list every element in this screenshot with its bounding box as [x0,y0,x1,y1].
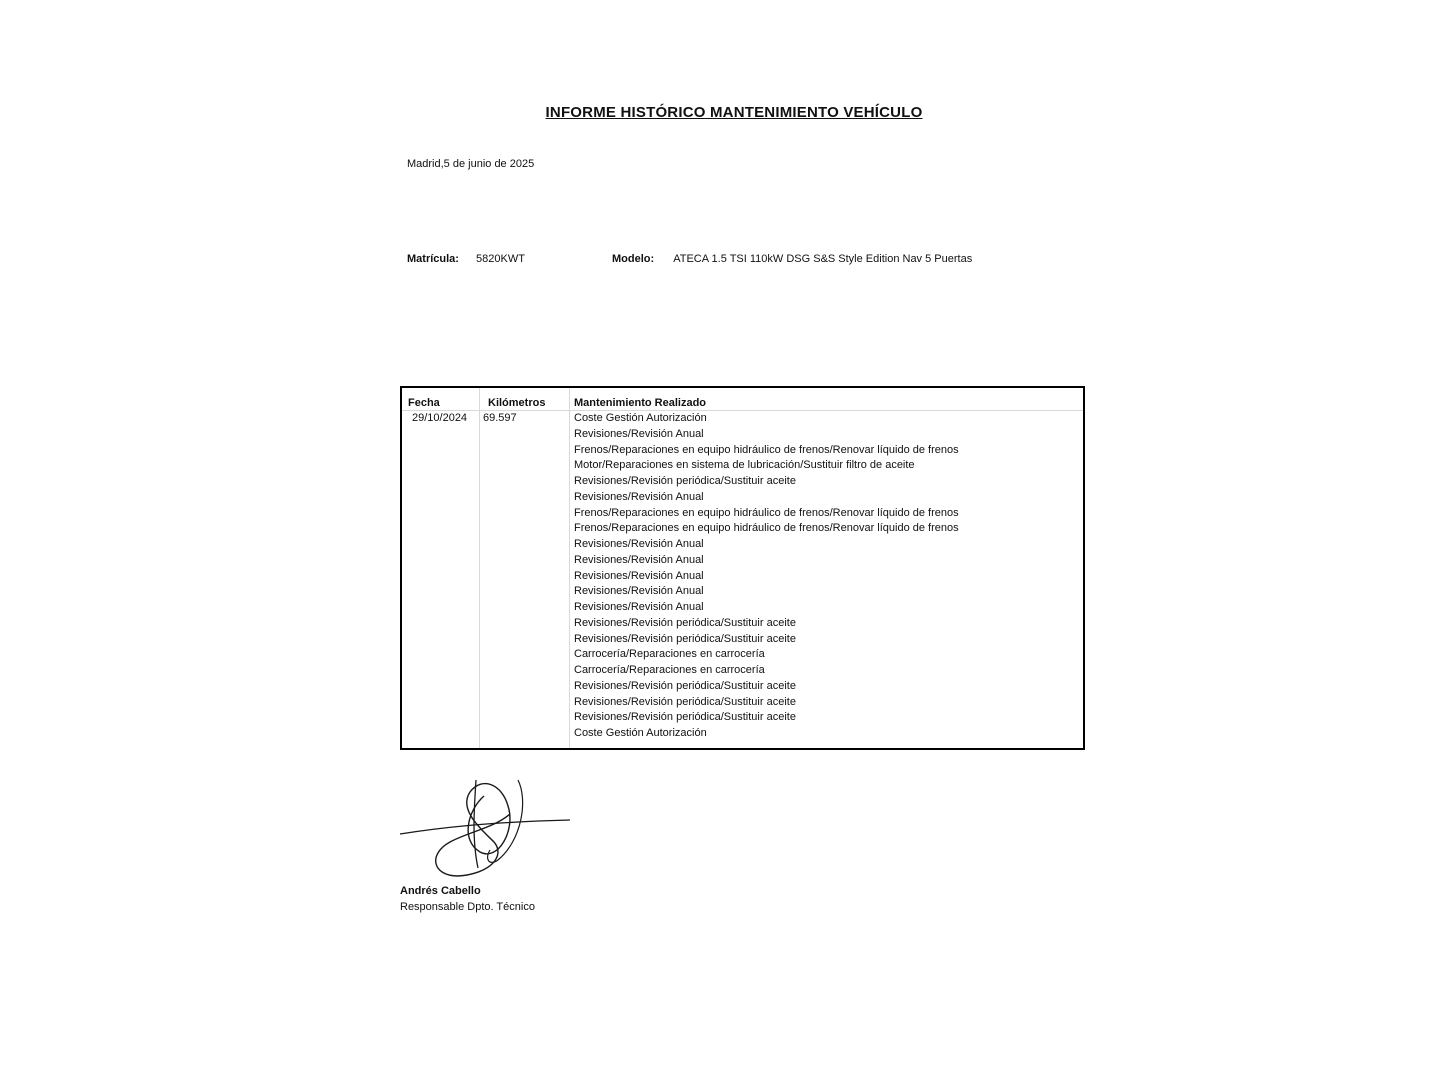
maintenance-item: Carrocería/Reparaciones en carrocería [574,664,765,676]
maintenance-item: Revisiones/Revisión periódica/Sustituir aceite [574,632,796,645]
plate-label: Matrícula: [407,253,459,265]
report-title: INFORME HISTÓRICO MANTENIMIENTO VEHÍCULO [545,104,923,121]
km-header: Kilómetros [480,388,570,411]
km-column [479,388,570,748]
maintenance-item: Revisiones/Revisión periódica/Sustituir aceite [574,616,796,629]
maintenance-header: Mantenimiento Realizado [570,388,1083,411]
model-value: ATECA 1.5 TSI 110kW DSG S&S Style Edition Nav 5 Puertas [673,253,973,265]
maintenance-item: Revisiones/Revisión Anual [574,601,704,613]
maintenance-item: Revisiones/Revisión Anual [574,538,704,550]
maintenance-item: Frenos/Reparaciones en equipo hidráulico de frenos/Renovar líquido de frenos [574,506,959,519]
maintenance-item: Revisiones/Revisión Anual [574,490,704,503]
maintenance-item: Coste Gestión Autorización [574,412,707,424]
date-header: Fecha [402,388,479,411]
signature-image [398,770,578,882]
plate-field [407,253,525,265]
signatory-role: Responsable Dpto. Técnico [400,901,535,913]
maintenance-table [400,386,1085,750]
maintenance-list [570,411,1083,742]
maintenance-item: Carrocería/Reparaciones en carrocería [574,648,765,661]
maintenance-item: Revisiones/Revisión periódica/Sustituir aceite [574,711,796,724]
maintenance-item: Revisiones/Revisión Anual [574,585,704,598]
maintenance-item: Coste Gestión Autorización [574,727,707,739]
maintenance-item: Revisiones/Revisión Anual [574,569,704,582]
km-cell: 69.597 [483,412,517,424]
place-date: Madrid,5 de junio de 2025 [407,158,535,170]
plate-value: 5820KWT [476,253,525,265]
date-cell: 29/10/2024 [412,412,468,424]
maintenance-item: Frenos/Reparaciones en equipo hidráulico de frenos/Renovar líquido de frenos [574,522,959,535]
maintenance-item: Revisiones/Revisión Anual [574,427,704,440]
maintenance-item: Revisiones/Revisión periódica/Sustituir aceite [574,475,796,487]
signatory-name: Andrés Cabello [400,885,481,897]
maintenance-item: Frenos/Reparaciones en equipo hidráulico de frenos/Renovar líquido de frenos [574,443,959,456]
date-column [402,388,479,748]
maintenance-item: Revisiones/Revisión Anual [574,553,704,566]
model-label: Modelo: [612,253,655,265]
maintenance-item: Motor/Reparaciones en sistema de lubricación/Sustituir filtro de aceite [574,459,915,472]
model-field [612,253,972,265]
maintenance-column [569,388,1083,748]
maintenance-item: Revisiones/Revisión periódica/Sustituir aceite [574,679,796,692]
maintenance-item: Revisiones/Revisión periódica/Sustituir aceite [574,695,796,708]
